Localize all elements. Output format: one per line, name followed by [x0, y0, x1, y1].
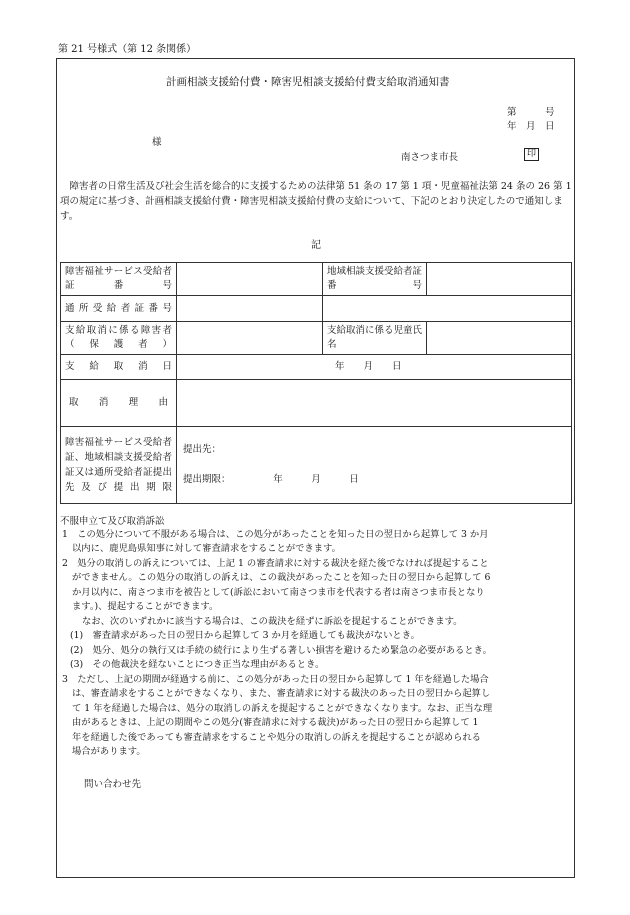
date-label: 年 月 日 [507, 121, 555, 132]
label-cancel-date: 支給取消日 [65, 361, 172, 372]
cancel-date-value: 年 月 日 [177, 355, 572, 380]
appeal-heading: 不服申立て及び取消訴訟 [60, 516, 165, 527]
issuer-name: 南さつま市長 [401, 152, 459, 163]
appeal-line: 2 処分の取消しの訴えについては、上記 1 の審査請求に対する裁決を経た後でなければ提起すること [62, 558, 489, 569]
target-child-value [427, 322, 572, 355]
appeal-line: ます。)、提起することができます。 [72, 601, 219, 612]
document-title: 計画相談支援給付費・障害児相談支援給付費支給取消通知書 [166, 76, 450, 88]
appeal-line: 1 この処分について不服がある場合は、この処分があったことを知った日の翌日から起算して 3 か月 [62, 529, 489, 540]
label-regional-cert-number: 地域相談支援受給者証番号 [327, 266, 423, 291]
appeal-line: (3) その他裁決を経ないことにつき正当な理由があるとき。 [70, 659, 325, 670]
appeal-line: 年を経過した後であっても審査請求をすることや処分の取消しの訴えを提起することが認められる [72, 732, 481, 743]
submission-destination: 提出先： [183, 444, 222, 455]
label-target-child: 支給取消に係る児童氏名 [327, 325, 423, 350]
contact-label: 問い合わせ先 [84, 779, 142, 790]
cancel-reason-value [177, 380, 572, 427]
label-target-person: 支給取消に係る障害者（保護者） [65, 325, 172, 350]
appeal-line: か月以内に、南さつま市を被告として(訴訟において南さつま市を代表する者は南さつま市長となり [72, 587, 485, 598]
appeal-line: 3 ただし、上記の期間が経過する前に、この処分があった日の翌日から起算して 1 年を経過した場合 [62, 674, 489, 685]
label-submission: 障害福祉サービス受給者証、地域相談支援受給者証又は通所受給者証提出先及び提出期限 [65, 437, 172, 493]
details-table [60, 262, 572, 504]
form-number: 第 21 号様式（第 12 条関係） [58, 44, 197, 55]
appeal-line: (1) 審査請求があった日の翌日から起算して 3 か月を経過しても裁決がないとき。 [70, 630, 420, 641]
appeal-line: ができません。この処分の取消しの訴えは、この裁決があったことを知った日の翌日から起算して 6 [72, 572, 491, 583]
label-cancel-reason: 取消理由 [69, 397, 168, 408]
appeal-line: (2) 処分、処分の執行又は手続の続行により生ずる著しい損害を避けるため緊急の必要があるとき。 [70, 645, 492, 656]
body-text: 障害者の日常生活及び社会生活を総合的に支援するための法律第 51 条の 17 第 1 項・児童福祉法第 24 条の 26 第 1 項の規定に基づき、計画相談支援給付費・障害児相談支援給付費の支給について、下記のとおり決定したので通知します。 [60, 181, 572, 222]
appeal-line: て 1 年を経過した場合は、処分の取消しの訴えを提起することができなくなります。なお、正当な理 [72, 703, 493, 714]
submission-deadline: 提出期限： 年 月 日 [183, 474, 359, 485]
seal-stamp: 印 [524, 148, 539, 161]
label-commuting-cert-number: 通所受給者証番号 [65, 302, 172, 314]
target-person-value [177, 322, 323, 355]
appeal-line: なお、次のいずれかに該当する場合は、この裁決を経ずに訴訟を提起することができます。 [82, 616, 463, 627]
number-label: 第 号 [507, 107, 555, 118]
appeal-line: 場合があります。 [72, 746, 146, 757]
appeal-line: は、審査請求をすることができなくなり、また、審査請求に対する裁決のあった日の翌日から起算し [72, 688, 491, 699]
commuting-cert-empty [323, 296, 572, 322]
ki-label: 記 [311, 240, 321, 251]
recipient-suffix: 様 [152, 137, 162, 148]
appeal-line: 以内に、鹿児島県知事に対して審査請求をすることができます。 [72, 543, 341, 554]
label-service-cert-number: 障害福祉サービス受給者証番号 [65, 266, 172, 291]
appeal-line: 由があるときは、上記の期間やこの処分(審査請求に対する裁決)があった日の翌日から起算して 1 [72, 717, 479, 728]
